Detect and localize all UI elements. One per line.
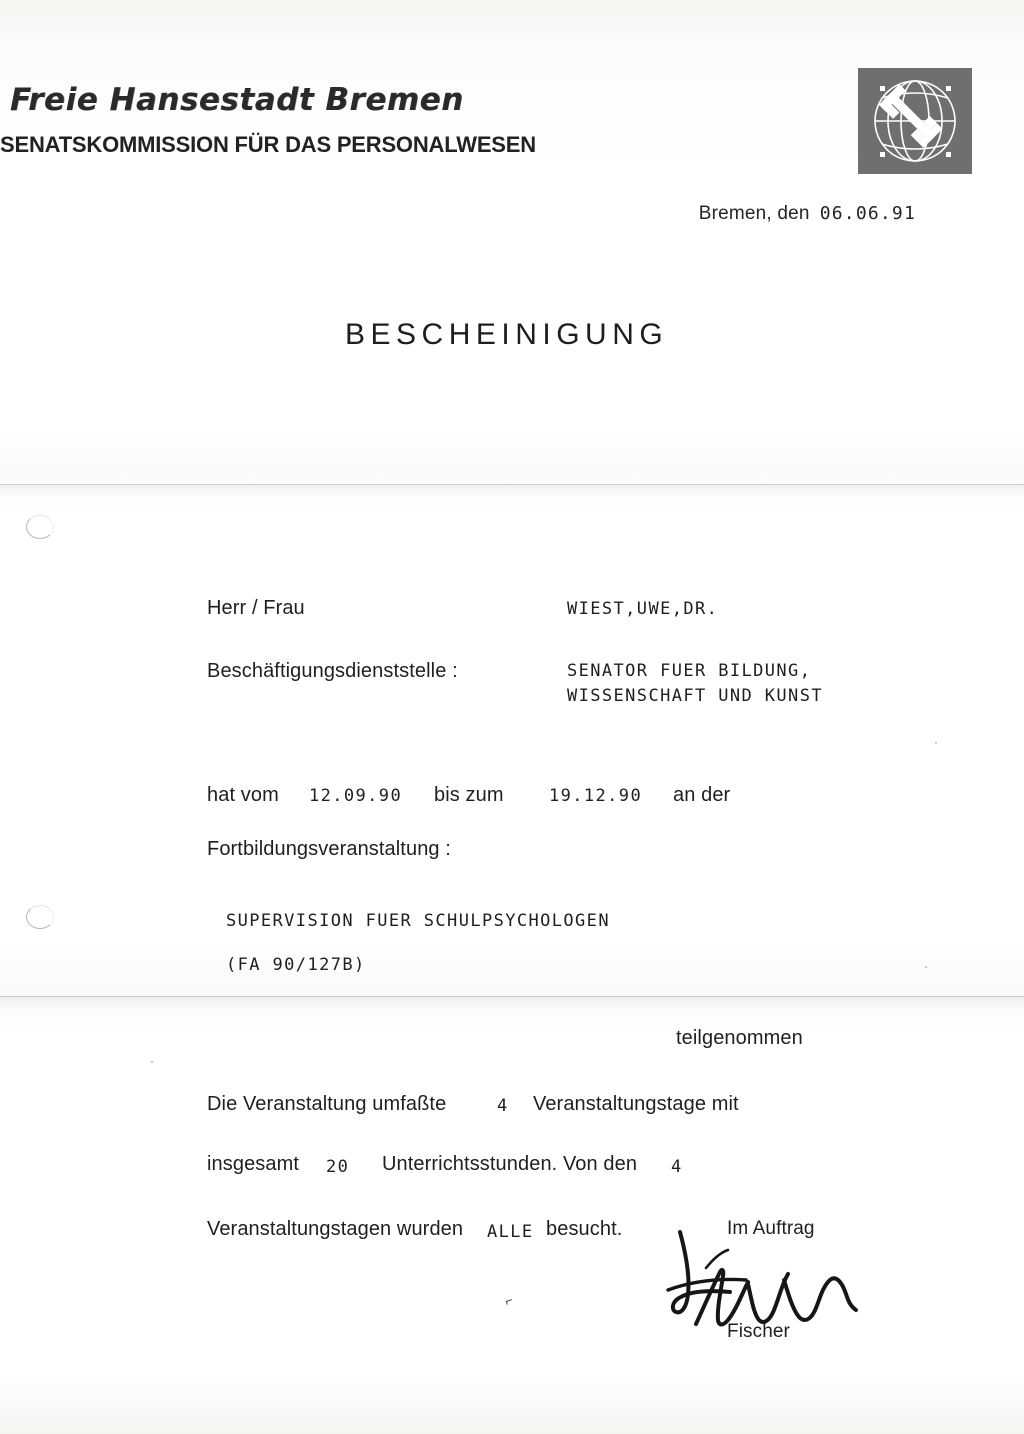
summary-line1-suffix: Veranstaltungstage mit <box>533 1093 739 1115</box>
summary-line2-middle: Unterrichtsstunden. Von den <box>382 1153 638 1175</box>
summary-line1-prefix: Die Veranstaltung umfaßte <box>207 1093 447 1115</box>
paper-fold-shadow-bottom <box>0 997 1024 1011</box>
employer-value-line2: WISSENSCHAFT UND KUNST <box>567 686 823 706</box>
stray-pen-mark: ⌐ <box>502 1292 515 1309</box>
employer-value-line1: SENATOR FUER BILDUNG, <box>567 661 812 681</box>
employer-label: Beschäftigungsdienststelle : <box>207 660 458 682</box>
period-to-value: 19.12.90 <box>549 786 643 806</box>
by-order-label: Im Auftrag <box>727 1218 815 1239</box>
summary-hours-count: 20 <box>326 1157 350 1177</box>
summary-line3-suffix: besucht. <box>546 1218 623 1240</box>
punch-hole-bottom <box>26 905 54 929</box>
participation-text: teilgenommen <box>676 1027 803 1049</box>
punch-hole-top <box>26 515 54 539</box>
summary-line2-days: 4 <box>671 1157 683 1177</box>
date-line <box>699 203 916 225</box>
paper-fold-shadow-top <box>0 485 1024 499</box>
person-label: Herr / Frau <box>207 597 305 619</box>
event-code-value: (FA 90/127B) <box>226 955 366 975</box>
scan-speck <box>925 966 927 968</box>
event-title-value: SUPERVISION FUER SCHULPSYCHOLOGEN <box>226 911 610 931</box>
page-title: BESCHEINIGUNG <box>345 318 669 351</box>
date-prefix: Bremen, den <box>698 203 810 224</box>
organization-title: Freie Hansestadt Bremen <box>10 82 464 118</box>
period-suffix: an der <box>673 784 731 806</box>
scan-speck <box>151 1061 153 1063</box>
bremen-key-globe-crest-icon <box>858 68 972 174</box>
signer-name: Fischer <box>727 1321 790 1342</box>
event-label: Fortbildungsveranstaltung : <box>207 838 451 860</box>
person-value: WIEST,UWE,DR. <box>567 599 719 619</box>
period-from-value: 12.09.90 <box>309 786 403 806</box>
period-middle: bis zum <box>434 784 504 806</box>
date-value: 06.06.91 <box>819 203 916 224</box>
summary-line3-prefix: Veranstaltungstagen wurden <box>207 1218 464 1240</box>
summary-days-count: 4 <box>497 1096 509 1116</box>
department-subtitle: SENATSKOMMISSION FÜR DAS PERSONALWESEN <box>0 132 536 157</box>
summary-attended-value: ALLE <box>487 1222 534 1242</box>
summary-line2-prefix: insgesamt <box>207 1153 300 1175</box>
period-prefix: hat vom <box>207 784 279 806</box>
scan-speck <box>935 742 937 744</box>
